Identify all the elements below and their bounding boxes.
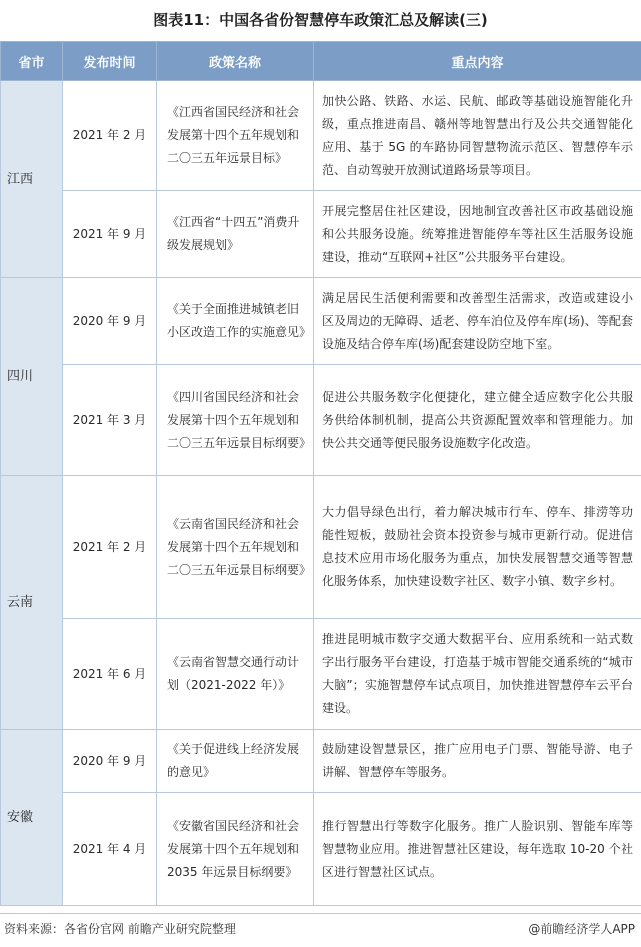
brand-label: @前瞻经济学人APP: [528, 922, 635, 936]
date-cell: 2021 年 3 月: [63, 365, 157, 476]
policy-table: [0, 41, 641, 906]
table-row: [1, 793, 641, 906]
content-cell: 满足居民生活便利需要和改善型生活需求，改造或建设小区及周边的无障碍、适老、停车泊位及停车库(场)、等配套设施及结合停车库(场)配套建设防空地下室。: [314, 278, 641, 365]
footer: [0, 916, 641, 940]
content-cell: 开展完整居住社区建设，因地制宜改善社区市政基础设施和公共服务设施。统筹推进智能停车等社区生活服务设施建设，推动“互联网+社区”公共服务平台建设。: [314, 191, 641, 278]
page-title: 图表11：中国各省份智慧停车政策汇总及解读(三): [153, 11, 488, 29]
policy-name-cell: 《安徽省国民经济和社会发展第十四个五年规划和 2035 年远景目标纲要》: [157, 793, 314, 906]
content-cell: 促进公共服务数字化便捷化，建立健全适应数字化公共服务供给体制机制，提高公共资源配置效率和管理能力。加快公共交通等便民服务设施数字化改造。: [314, 365, 641, 476]
table-row: [1, 619, 641, 730]
table-row: [1, 730, 641, 793]
policy-name-cell: 《云南省智慧交通行动计划（2021-2022 年）》: [157, 619, 314, 730]
policy-name-cell: 《关于全面推进城镇老旧小区改造工作的实施意见》: [157, 278, 314, 365]
table-row: [1, 476, 641, 619]
policy-name-cell: 《关于促进线上经济发展的意见》: [157, 730, 314, 793]
province-cell: 安徽: [1, 730, 63, 906]
content-cell: 推进昆明城市数字交通大数据平台、应用系统和一站式数字出行服务平台建设，打造基于城市智能交通系统的“城市大脑”；实施智慧停车试点项目，加快推进智慧停车云平台建设。: [314, 619, 641, 730]
column-header-province: 省市: [1, 42, 63, 81]
table-row: [1, 278, 641, 365]
policy-name-cell: 《江西省国民经济和社会发展第十四个五年规划和二〇三五年远景目标》: [157, 81, 314, 191]
date-cell: 2020 年 9 月: [63, 730, 157, 793]
date-cell: 2020 年 9 月: [63, 278, 157, 365]
table-row: [1, 365, 641, 476]
content-cell: 鼓励建设智慧景区，推广应用电子门票、智能导游、电子讲解、智慧停车等服务。: [314, 730, 641, 793]
column-header-content: 重点内容: [314, 42, 641, 81]
policy-name-cell: 《四川省国民经济和社会发展第十四个五年规划和二〇三五年远景目标纲要》: [157, 365, 314, 476]
province-cell: 云南: [1, 476, 63, 730]
footer-divider: [0, 913, 641, 914]
date-cell: 2021 年 6 月: [63, 619, 157, 730]
table-row: [1, 81, 641, 191]
date-cell: 2021 年 2 月: [63, 476, 157, 619]
content-cell: 推行智慧出行等数字化服务。推广人脸识别、智能车库等智慧物业应用。推进智慧社区建设，每年选取 10-20 个社区进行智慧社区试点。: [314, 793, 641, 906]
policy-name-cell: 《云南省国民经济和社会发展第十四个五年规划和二〇三五年远景目标纲要》: [157, 476, 314, 619]
province-cell: 四川: [1, 278, 63, 476]
table-row: [1, 191, 641, 278]
column-header-date: 发布时间: [63, 42, 157, 81]
content-cell: 大力倡导绿色出行，着力解决城市行车、停车、排涝等功能性短板，鼓励社会资本投资参与城市更新行动。促进信息技术应用市场化服务为重点，加快发展智慧交通等智慧化服务体系，加快建设数字社区、数字小镇、数字乡村。: [314, 476, 641, 619]
date-cell: 2021 年 9 月: [63, 191, 157, 278]
policy-name-cell: 《江西省“十四五”消费升级发展规划》: [157, 191, 314, 278]
content-cell: 加快公路、铁路、水运、民航、邮政等基础设施智能化升级，重点推进南昌、赣州等地智慧出行及公共交通智能化应用、基于 5G 的车路协同智慧物流示范区、智慧停车示范、自动驾驶开放测试道路场景等项目。: [314, 81, 641, 191]
column-header-policy: 政策名称: [157, 42, 314, 81]
source-note: 资料来源：各省份官网 前瞻产业研究院整理: [4, 922, 236, 936]
date-cell: 2021 年 2 月: [63, 81, 157, 191]
date-cell: 2021 年 4 月: [63, 793, 157, 906]
province-cell: 江西: [1, 81, 63, 278]
table-header-row: [1, 42, 641, 81]
